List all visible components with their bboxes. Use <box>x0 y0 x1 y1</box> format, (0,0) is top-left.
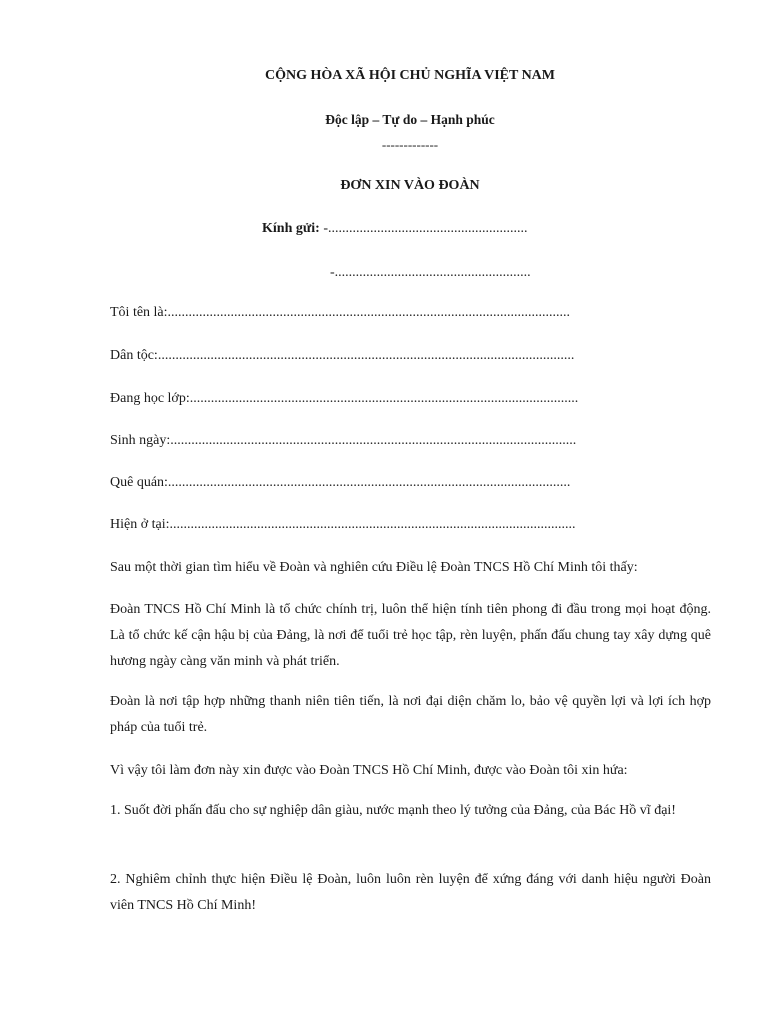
national-motto: Độc lập – Tự do – Hạnh phúc <box>325 112 495 127</box>
field-name: Tôi tên là:................................................................................................................... <box>110 305 571 320</box>
paragraph-request: Vì vậy tôi làm đơn này xin được vào Đoàn TNCS Hồ Chí Minh, được vào Đoàn tôi xin hứa: <box>110 763 628 778</box>
heading-divider: ------------- <box>381 137 439 152</box>
paragraph-about-union: Đoàn TNCS Hồ Chí Minh là tổ chức chính trị, luôn thể hiện tính tiên phong đi đầu trong mọi hoạt động. Là tổ chức kế cận hậu bị của Đảng, là nơi để tuổi trẻ học tập, rèn luyện, phấn đấu chung tay xây dựng quê hương ngày càng văn minh và phát triển. <box>110 602 711 669</box>
document-title: ĐƠN XIN VÀO ĐOÀN <box>340 178 480 193</box>
addressee-blank-1: -......................................................... <box>319 221 528 236</box>
field-hometown: Quê quán:................................................................................................................... <box>110 475 571 490</box>
pledge-item-1: 1. Suốt đời phấn đấu cho sự nghiệp dân giàu, nước mạnh theo lý tưởng của Đảng, của Bác Hồ vĩ đại! <box>110 803 676 818</box>
pledge-item-2: 2. Nghiêm chỉnh thực hiện Điều lệ Đoàn, luôn luôn rèn luyện để xứng đáng với danh hiệu người Đoàn viên TNCS Hồ Chí Minh! <box>110 872 711 913</box>
field-date-of-birth: Sinh ngày:.................................................................................................................... <box>110 433 577 448</box>
field-class: Đang học lớp:............................................................................................................... <box>110 391 579 406</box>
addressee-label: Kính gửi: <box>262 221 320 236</box>
field-current-address: Hiện ở tại:.................................................................................................................... <box>110 517 576 532</box>
addressee-blank-2: -........................................................ <box>330 265 531 280</box>
field-ethnicity: Dân tộc:....................................................................................................................... <box>110 348 575 363</box>
country-heading: CỘNG HÒA XÃ HỘI CHỦ NGHĨA VIỆT NAM <box>264 68 555 83</box>
paragraph-union-role: Đoàn là nơi tập hợp những thanh niên tiên tiến, là nơi đại diện chăm lo, bảo vệ quyền lợi và lợi ích hợp pháp của tuổi trẻ. <box>110 694 711 735</box>
addressee-line-1 <box>262 221 527 237</box>
paragraph-intro: Sau một thời gian tìm hiểu về Đoàn và nghiên cứu Điều lệ Đoàn TNCS Hồ Chí Minh tôi thấy: <box>110 560 638 575</box>
